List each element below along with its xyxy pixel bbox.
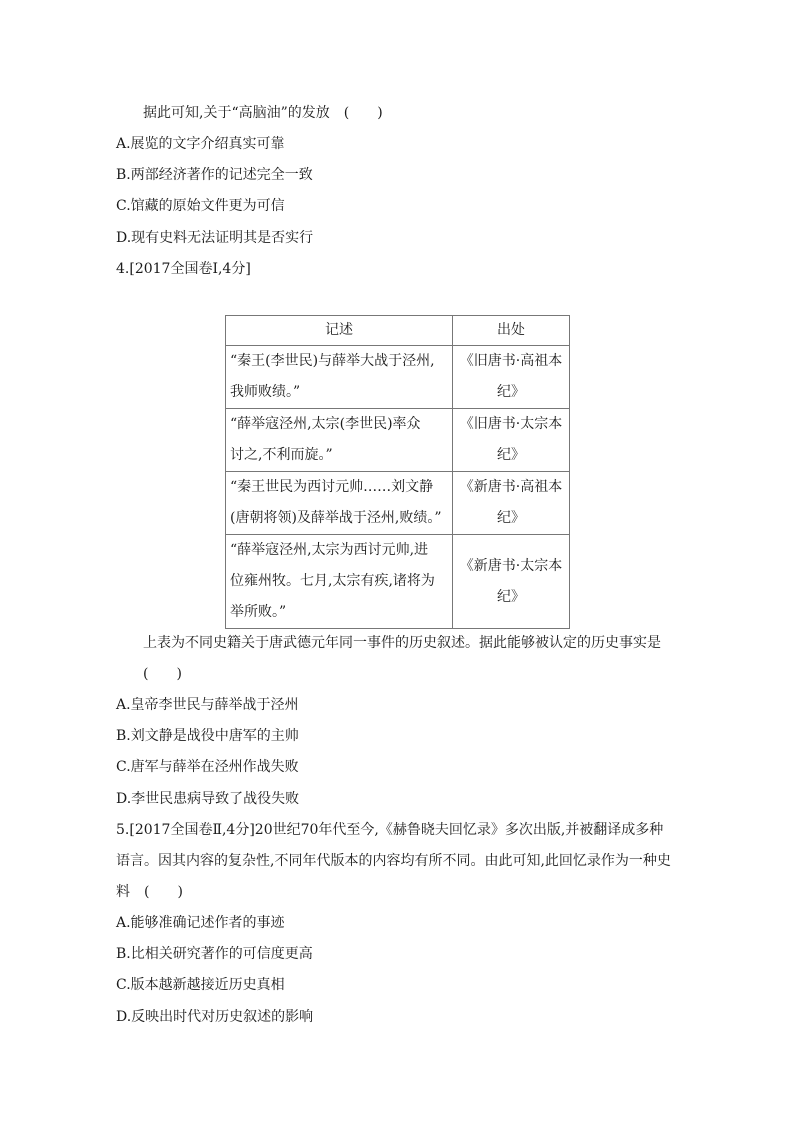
q5-option-b: B.比相关研究著作的可信度更高 [116,946,313,962]
source-line: 纪》 [497,510,525,526]
q3-option-a: A.展览的文字介绍真实可靠 [116,136,285,152]
record-line: 讨之,不利而旋。” [230,447,333,463]
q4-stem-line-2: ( ) [143,666,182,682]
record-cell [226,535,453,629]
table-row [226,346,570,409]
q4-source-table [225,315,570,629]
source-line: 《新唐书·高祖本 [459,479,563,495]
record-line: “秦王世民为西讨元帅……刘文静 [230,479,434,495]
q5-stem-line-3: 料 ( ) [116,884,183,900]
column-header-record: 记述 [226,316,453,346]
table-row [226,472,570,535]
record-line: 位雍州牧。七月,太宗有疾,诸将为 [230,573,435,589]
q4-option-c: C.唐军与薛举在泾州作战失败 [116,759,299,775]
source-line: 纪》 [497,384,525,400]
table-row [226,535,570,629]
record-line: (唐朝将领)及薛举战于泾州,败绩。” [230,510,442,526]
q5-option-a: A.能够准确记述作者的事迹 [116,915,285,931]
q4-stem-line-1: 上表为不同史籍关于唐武德元年同一事件的历史叙述。据此能够被认定的历史事实是 [143,635,661,651]
q4-option-d: D.李世民患病导致了战役失败 [116,791,300,807]
q5-stem-line-2: 语言。因其内容的复杂性,不同年代版本的内容均有所不同。由此可知,此回忆录作为一种史 [116,853,671,869]
record-line: 我师败绩。” [230,384,301,400]
record-cell [226,409,453,472]
table-header-row [226,316,570,346]
source-line: 《旧唐书·太宗本 [459,416,563,432]
record-line: “秦王(李世民)与薛举大战于泾州, [230,353,435,369]
q5-option-d: D.反映出时代对历史叙述的影响 [116,1009,314,1025]
source-line: 《旧唐书·高祖本 [459,353,563,369]
q3-option-c: C.馆藏的原始文件更为可信 [116,198,285,214]
q3-option-d: D.现有史料无法证明其是否实行 [116,230,314,246]
q4-option-a: A.皇帝李世民与薛举战于泾州 [116,697,299,713]
q5-stem-line-1: 5.[2017全国卷Ⅱ,4分]20世纪70年代至今,《赫鲁晓夫回忆录》多次出版,并被翻译成多种 [116,822,664,838]
source-cell [453,535,570,629]
q3-stem: 据此可知,关于“高脑油”的发放 ( ) [143,105,383,121]
record-line: “薛举寇泾州,太宗为西讨元帅,进 [230,542,429,558]
source-line: 纪》 [497,447,525,463]
source-line: 《新唐书·太宗本 [459,557,563,574]
record-cell [226,346,453,409]
column-header-source: 出处 [453,316,570,346]
q4-option-b: B.刘文静是战役中唐军的主帅 [116,728,299,744]
source-line: 纪》 [497,588,525,605]
q4-header: 4.[2017全国卷Ⅰ,4分] [116,261,251,277]
record-line: 举所败。” [230,604,287,620]
q5-option-c: C.版本越新越接近历史真相 [116,977,285,993]
source-cell [453,472,570,535]
table-row [226,409,570,472]
record-cell [226,472,453,535]
source-cell [453,409,570,472]
record-line: “薛举寇泾州,太宗(李世民)率众 [230,416,421,432]
q3-option-b: B.两部经济著作的记述完全一致 [116,167,313,183]
source-cell [453,346,570,409]
